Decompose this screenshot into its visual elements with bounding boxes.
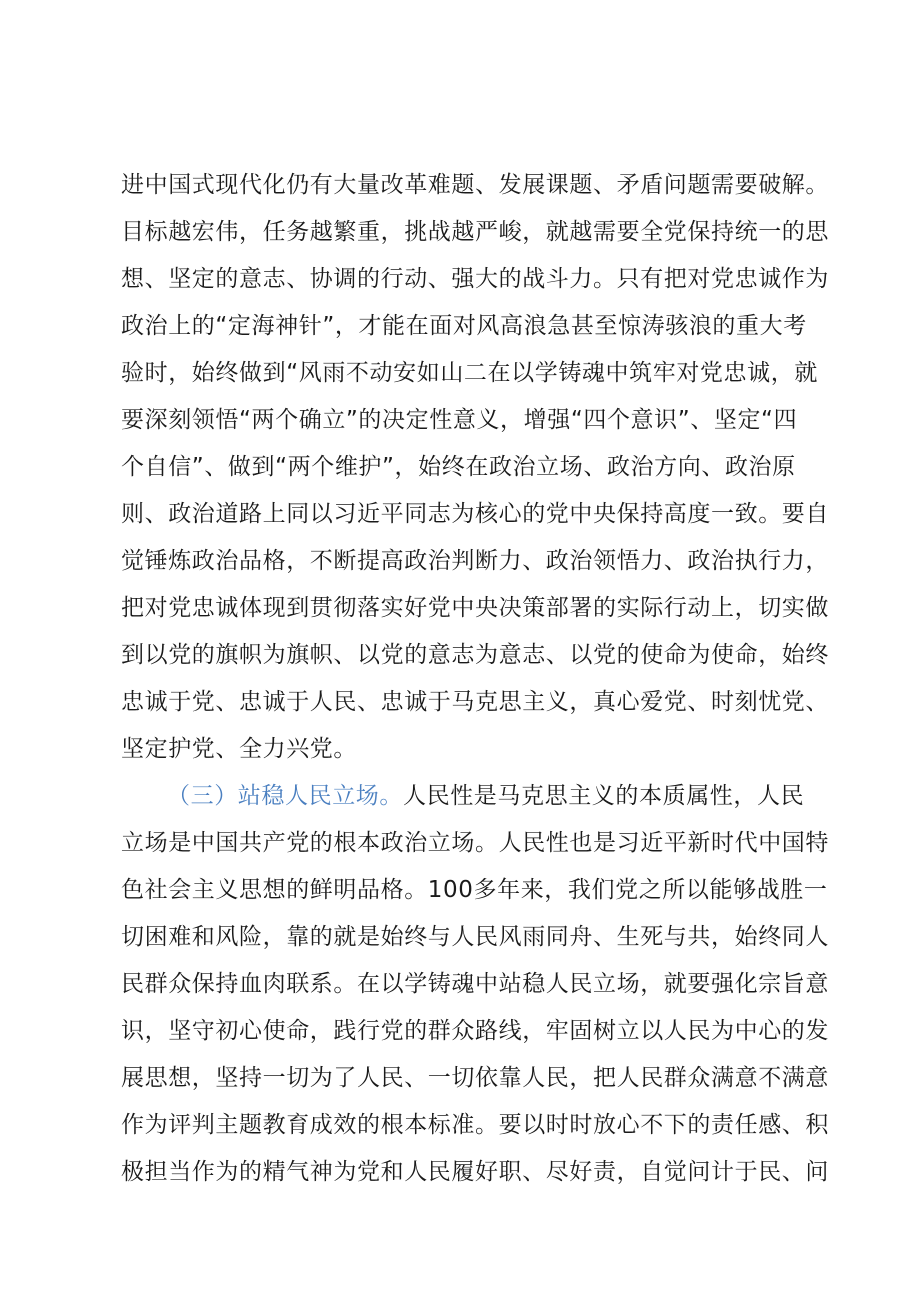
body-text-line: 想、坚定的意志、协调的行动、强大的战斗力。只有把对党忠诚作为 [121,266,829,292]
body-text-line: 把对党忠诚体现到贯彻落实好党中央决策部署的实际行动上，切实做 [121,595,829,621]
body-text-line: 作为评判主题教育成效的根本标准。要以时时放心不下的责任感、积 [121,1112,829,1138]
body-text-line: 验时，始终做到“风雨不动安如山二在以学铸魂中筑牢对党忠诚，就 [121,360,818,386]
body-text-line: 觉锤炼政治品格，不断提高政治判断力、政治领悟力、政治执行力， [121,548,829,574]
body-text-line: 极担当作为的精气神为党和人民履好职、尽好责，自觉问计于民、问 [121,1159,829,1185]
body-text-line: 到以党的旗帜为旗帜、以党的意志为意志、以党的使命为使命，始终 [121,642,829,668]
body-text-line: 忠诚于党、忠诚于人民、忠诚于马克思主义，真心爱党、时刻忧党、 [121,689,829,715]
body-text-line: 目标越宏伟，任务越繁重，挑战越严峻，就越需要全党保持统一的思 [121,219,829,245]
body-text-line: 立场是中国共产党的根本政治立场。人民性也是习近平新时代中国特 [121,830,829,856]
body-text-line: 要深刻领悟“两个确立”的决定性意义，增强“四个意识”、坚定“四 [121,407,798,433]
body-text-line: 个自信”、做到“两个维护”，始终在政治立场、政治方向、政治原 [121,454,796,480]
body-text-line: 政治上的“定海神针”，才能在面对风高浪急甚至惊涛骇浪的重大考 [121,313,807,339]
section-heading: （三）站稳人民立场。 [167,783,403,809]
body-text: 人民性是马克思主义的本质属性，人民 [403,783,805,809]
body-text-line: 识，坚守初心使命，践行党的群众路线，牢固树立以人民为中心的发 [121,1018,829,1044]
body-text-line: 进中国式现代化仍有大量改革难题、发展课题、矛盾问题需要破解。 [121,172,829,198]
body-text-line: 展思想，坚持一切为了人民、一切依靠人民，把人民群众满意不满意 [121,1065,829,1091]
section-heading-line [167,774,804,818]
body-text-line: 则、政治道路上同以习近平同志为核心的党中央保持高度一致。要自 [121,501,829,527]
body-text-line: 切困难和风险，靠的就是始终与人民风雨同舟、生死与共，始终同人 [121,924,829,950]
body-text-line: 坚定护党、全力兴党。 [121,736,357,762]
body-text-line: 民群众保持血肉联系。在以学铸魂中站稳人民立场，就要强化宗旨意 [121,971,829,997]
body-text-line: 色社会主义思想的鲜明品格。100多年来，我们党之所以能够战胜一 [121,877,828,903]
